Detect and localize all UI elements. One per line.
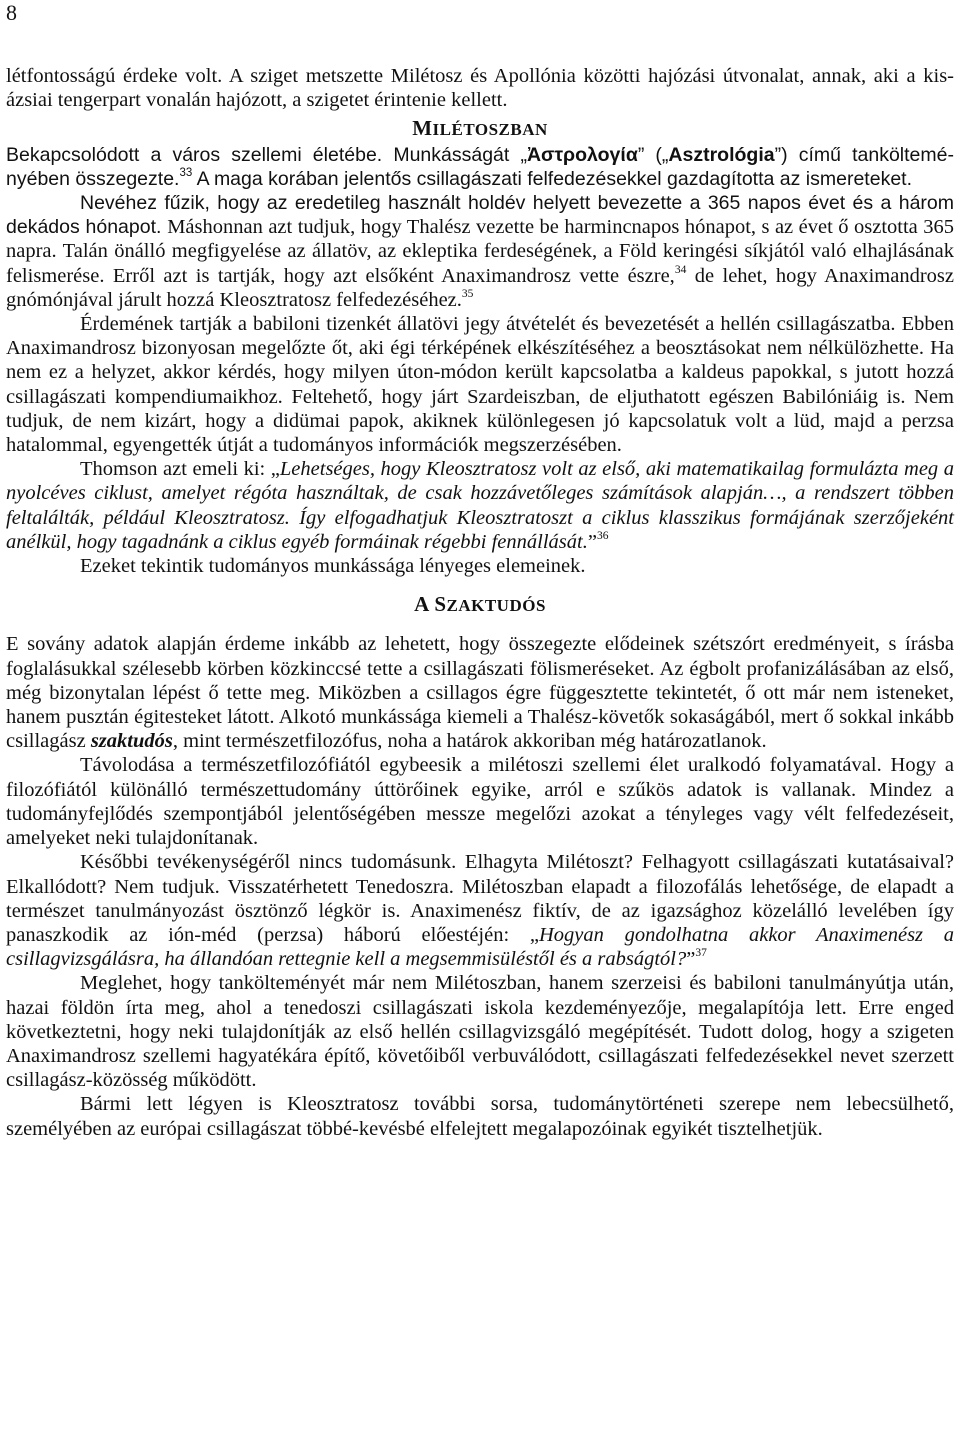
text-run: ” („: [637, 143, 669, 166]
quotation: Lehetséges, hogy Kleosztratosz volt az első, aki matematikailag formulázta meg a nyolcéves ciklust, amelyet régóta használtak, de csak hozzávetőleges számítások alapján…, a rendszert többen feltalálták, például Kleosztratosz. Így elfogadhatjuk Kleosztratoszt a ciklus klasszikus formájának szerzőjeként anélkül, hogy tagadnánk a ciklus egyéb formáinak régebbi fennállását.: [6, 458, 954, 553]
paragraph-tavolodas: Távolodása a természetfilozófiától egybeesik a milétoszi szellemi élet uralkodó folyamatával. Hogy a filozófiától különálló természettudomány úttörőinek egyike, arról e szűkös adatok is vallanak. Mindez a tudományfejlődés szempontjából jelentőségében messze megelőzi azokat a tényleges vagy vélt felfedezéseit, amelyeket neki tulajdonítanak.: [6, 754, 954, 850]
heading-initial: A S: [414, 592, 447, 617]
text-run: ”: [686, 948, 696, 971]
footnote-ref: 36: [596, 529, 609, 542]
paragraph-meglehet: Meglehet, hogy tankölteményét már nem Milétoszban, hanem szerzeisi és babiloni tanulmányútja után, hazai földön írta meg, ahol a tenedoszi csillagászati iskola kezdeményezője, megalapítója lett. Erre enged következtetni, hogy neki tulajdonítják az első hellén csillagvizsgáló megépítését. Tudott dolog, hogy a szigeten Anaximandrosz szellemi hagyatékára építő, követőiből verbuválódott, csillagászati felfedezésekkel nevet szerzett csillagász-közösség működött.: [6, 972, 954, 1092]
footnote-ref: 33: [179, 166, 193, 179]
text-run: Thomson azt emeli ki: „: [80, 458, 280, 481]
text-run: Talán önálló megfigyelése az állatöv, az ekleptika ferdeségének, a Föld keringési síkjától való elhajlásának felismerése. Erről azt is tartják, hogy azt elsőként Anaximandrosz vette észre,: [6, 240, 954, 287]
footnote-ref: 35: [461, 287, 474, 300]
paragraph-asztrologia: [6, 143, 954, 191]
footnote-ref: 37: [695, 947, 707, 960]
paragraph-barmi: Bármi lett légyen is Kleosztratosz további sorsa, tudománytörténeti szerepe nem lebecsülhető, személyében az európai csillagászat többé-kevésbé elfelejtett megalapozóinak egyikét tisztelhetjük.: [6, 1093, 954, 1140]
bold-title: Asztrológia: [668, 143, 775, 166]
intro-paragraph: létfontosságú érdeke volt. A sziget metszette Milétosz és Apollónia közötti hajózási útvonalat, annak, aki a kis-ázsiai tengerpart vonalán hajózott, a szigetet érintenie kellett.: [6, 65, 954, 112]
footnote-ref: 34: [674, 263, 687, 276]
text-run: Bekapcsolódott a város szellemi életébe. Munkásságát „: [6, 143, 527, 166]
paragraph-sovany-adatok: [6, 632, 954, 753]
text-run: E sovány adatok alapján érdeme inkább az lehetett, hogy összegezte elődeinek szétszórt eredményeit, s írásba foglalásukkal szélesebb körben közkinccsé tette a csillagászati fölismeréseket. Az égbolt profanizálásában az első, még bizonytalan lépést ő tette meg. Miközben a csillagos égre függesztette tekintetét, ő ott már nem isteneket, hanem pusztán égitesteket látott. Alkotó munkássága kiemeli a Thalész-követők sokaságából, mert ő sokkal inkább csillagász: [6, 633, 954, 753]
heading-initial: M: [412, 116, 433, 141]
text-run: , mint természetfilozófus, noha a határok akkoriban még határozatlanok.: [172, 730, 767, 753]
document-body: [6, 64, 954, 1141]
paragraph-holdev: [6, 191, 954, 312]
emphasis: szaktudós: [90, 730, 173, 753]
paragraph-elemek: Ezeket tekintik tudományos munkássága lényeges elemeinek.: [80, 555, 586, 578]
section-heading-miletoszban: [6, 116, 954, 142]
text-run: ”) című tankölteményében összegezte.: [6, 143, 954, 190]
text-run: ”: [587, 530, 597, 553]
text-run: Nevéhez fűzik, hogy az eredetileg használt holdév helyett bevezette a 365 napos évet és a három dekádos hónapot.: [6, 192, 954, 239]
heading-rest: ILÉTOSZBAN: [432, 120, 548, 140]
section-heading-szaktudos: [6, 592, 954, 618]
page-number: 8: [6, 0, 17, 25]
paragraph-kesobbi: [6, 850, 954, 971]
paragraph-thomson: [6, 457, 954, 554]
text-run: de lehet, hogy Anaximandrosz gnómónjával járult hozzá Kleosztratosz felfedezéséhez.: [6, 264, 954, 311]
text-run: Máshonnan azt tudjuk, hogy Thalész vezette be harmincnapos hónapot, s az évet ő osztotta 365 napra.: [6, 216, 954, 263]
greek-title: Ἀστρολογία: [526, 143, 638, 166]
text-run: Későbbi tevékenységéről nincs tudomásunk. Elhagyta Milétoszt? Felhagyott csillagászati kutatásaival? Elkallódott? Nem tudjuk. Visszatérhetett Tenedoszra. Milétoszban elapadt a filozofálás lehetősége, de elapadt a természet tanulmányozást ösztönző légkör is. Anaximenész fiktív, de az igazsághoz közelálló levelében így panaszkodik az ión-méd (perzsa) háború előestéjén: „: [6, 851, 954, 946]
quotation: Hogyan gondolhatna akkor Anaximenész a csillagvizsgálásra, ha állandóan rettegnie kell a megsemmisüléstől és a rabságtól?: [6, 923, 955, 971]
text-run: A maga korában jelentős csillagászati felfedezésekkel gazdagította az ismereteket.: [192, 167, 912, 190]
paragraph-allatov: Érdemének tartják a babiloni tizenkét állatövi jegy átvételét és bevezetését a hellén csillagászatba. Ebben Anaximandrosz bizonyosan megelőzte őt, aki égi térképének elkészítéséhez a beosztásokat nem nélkülözhette. Ha nem ez a helyzet, akkor kérdés, hogy milyen úton-módon került kapcsolatba a kaldeus papokkal, s jutott hozzá csillagászati kompendiumaikhoz. Feltehető, hogy járt Szardeiszban, de eljuthatott egészen Babilóniáig is. Nem tudjuk, de nem kizárt, hogy a didümai papok, akiknek különlegesen jó kapcsolatuk volt a lüd, majd a perzsa hatalommal, egyengették útját a tudományos információk megszerzésében.: [6, 313, 954, 457]
heading-rest: ZAKTUDÓS: [446, 596, 546, 616]
